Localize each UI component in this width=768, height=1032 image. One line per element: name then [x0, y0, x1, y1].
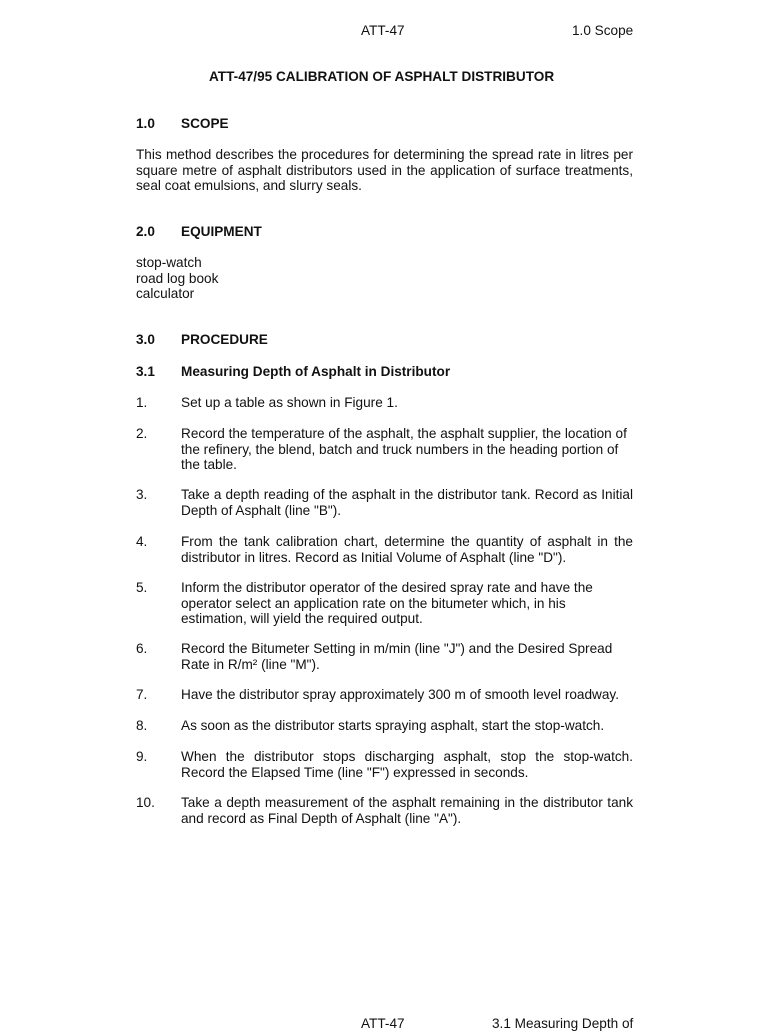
equipment-number: 2.0: [136, 224, 155, 239]
step-number: 8.: [136, 718, 148, 733]
scope-heading: [136, 116, 229, 132]
footer-section-name: 3.1 Measuring Depth of: [492, 1016, 634, 1031]
step-text: As soon as the distributor starts spraying asphalt, start the stop-watch.: [181, 718, 605, 733]
step-number: 4.: [136, 534, 148, 549]
procedure-title: PROCEDURE: [181, 332, 268, 347]
equipment-list: [136, 255, 218, 302]
footer-document-code: ATT-47: [361, 1016, 405, 1031]
subsection-title: Measuring Depth of Asphalt in Distributor: [181, 364, 451, 379]
step-number: 5.: [136, 580, 148, 595]
equipment-heading: [136, 224, 262, 240]
equipment-item: stop-watch: [136, 255, 202, 270]
header-section-name: 1.0 Scope: [572, 23, 634, 38]
equipment-title: EQUIPMENT: [181, 224, 262, 239]
step-number: 3.: [136, 487, 148, 502]
subsection-heading: [136, 364, 450, 380]
step-number: 6.: [136, 641, 148, 656]
header-document-code: ATT-47: [361, 23, 405, 38]
equipment-item: road log book: [136, 270, 219, 286]
step-text: When the distributor stops discharging asphalt, stop the stop-watch. Record the Elapsed Time (line "F") expressed in seconds.: [181, 749, 633, 780]
step-text: Take a depth reading of the asphalt in the distributor tank. Record as Initial Depth of Asphalt (line "B").: [181, 487, 633, 518]
scope-number: 1.0: [136, 116, 155, 131]
step-text: Set up a table as shown in Figure 1.: [181, 395, 398, 410]
equipment-item: calculator: [136, 286, 195, 301]
step-text: Record the temperature of the asphalt, the asphalt supplier, the location of the refinery, the blend, batch and truck numbers in the heading portion of the table.: [181, 426, 627, 472]
procedure-heading: [136, 332, 268, 348]
step-number: 10.: [136, 795, 155, 810]
step-number: 7.: [136, 687, 148, 702]
step-text: Take a depth measurement of the asphalt remaining in the distributor tank and record as Final Depth of Asphalt (line "A").: [181, 795, 633, 826]
scope-title: SCOPE: [181, 116, 229, 131]
document-title: ATT-47/95 CALIBRATION OF ASPHALT DISTRIBUTOR: [209, 69, 555, 84]
step-text: Inform the distributor operator of the desired spray rate and have the operator select an application rate on the bitumeter which, in his estimation, will yield the required output.: [181, 580, 593, 626]
step-number: 2.: [136, 426, 148, 441]
step-number: 9.: [136, 749, 148, 764]
subsection-number: 3.1: [136, 364, 155, 379]
step-text: Record the Bitumeter Setting in m/min (line "J") and the Desired Spread Rate in R/m² (line "M").: [181, 641, 613, 672]
procedure-number: 3.0: [136, 332, 155, 347]
scope-paragraph: This method describes the procedures for determining the spread rate in litres per square metre of asphalt distributors used in the application of surface treatments, seal coat emulsions, and slurry seals.: [136, 147, 633, 193]
step-number: 1.: [136, 395, 148, 410]
step-text: From the tank calibration chart, determine the quantity of asphalt in the distributor in litres. Record as Initial Volume of Asphalt (line "D").: [181, 534, 633, 565]
step-text: Have the distributor spray approximately 300 m of smooth level roadway.: [181, 687, 619, 702]
